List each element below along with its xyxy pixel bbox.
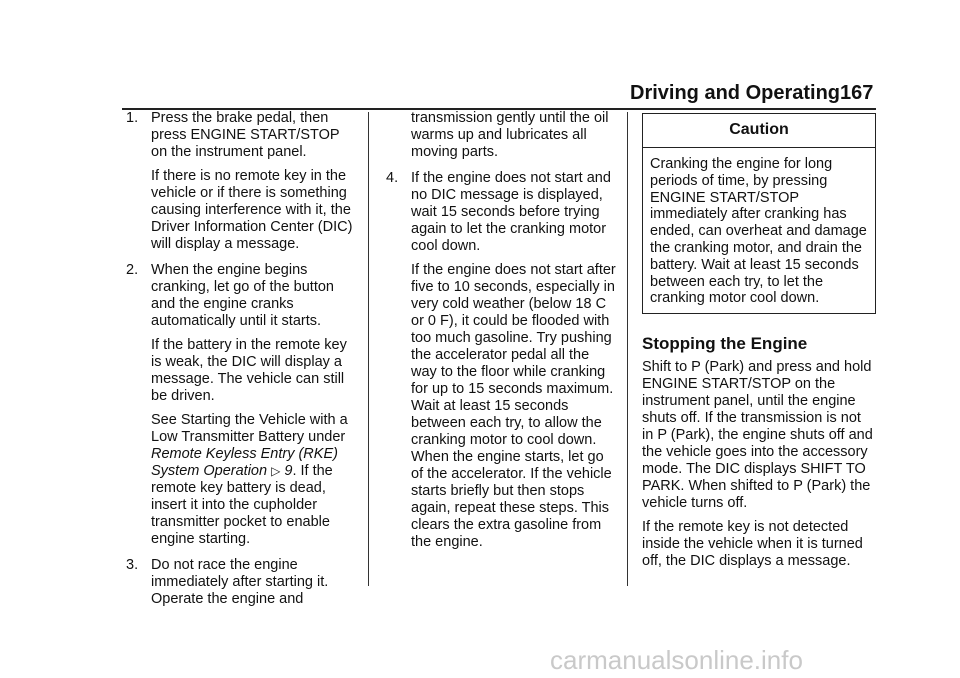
column-divider	[627, 112, 628, 586]
step-text: If there is no remote key in the vehicle or if there is something causing interference with it, the Driver Information Center (DIC) will display a message.	[151, 168, 353, 252]
step-number: 2.	[126, 262, 139, 278]
step-text: . If the remote key battery is dead, insert it into the cupholder transmitter pocket to enable engine starting.	[151, 463, 333, 547]
caution-box	[642, 113, 876, 314]
caution-text: Cranking the engine for long periods of time, by pressing ENGINE START/STOP immediately after cranking has ended, can overheat and damage the cranking motor, and drain the battery. Wait at least 15 seconds between each try, to let the cranking motor cool down.	[650, 156, 867, 307]
step-3	[126, 557, 358, 608]
column-left	[126, 110, 358, 617]
column-right	[642, 110, 876, 577]
step-number: 4.	[386, 170, 399, 186]
step-number: 1.	[126, 110, 139, 126]
page-header	[0, 80, 960, 110]
body-paragraph: Shift to P (Park) and press and hold ENGINE START/STOP on the instrument panel, until the engine shuts off. If the transmission is not in P (Park), the engine shuts off and the vehicle goes into the accessory mode. The DIC displays SHIFT TO PARK. When shifted to P (Park) the vehicle turns off.	[642, 359, 873, 512]
section-heading: Stopping the Engine	[642, 334, 808, 354]
cross-reference-link[interactable]: Remote Keyless Entry (RKE) System Operation	[151, 446, 338, 479]
page-number: 167	[840, 82, 874, 104]
step-text: Do not race the engine immediately after starting it. Operate the engine and	[151, 557, 329, 607]
step-text: If the engine does not start after five to 10 seconds, especially in very cold weather (below 18 C or 0 F), it could be flooded with too much gasoline. Try pushing the accelerator pedal all the way to the floor while cranking for up to 15 seconds maximum. Wait at least 15 seconds between each try, to allow the cranking motor to cool down. When the engine starts, let go of the accelerator. If the vehicle starts briefly but then stops again, repeat these steps. This clears the extra gasoline from the engine.	[411, 262, 616, 550]
step-2	[126, 262, 358, 548]
body-paragraph: If the remote key is not detected inside the vehicle when it is turned off, the DIC displays a message.	[642, 519, 863, 570]
step-3-continued	[386, 110, 616, 161]
step-text-with-reference	[151, 412, 358, 548]
step-text: See Starting the Vehicle with a Low Transmitter Battery under	[151, 412, 348, 445]
section-title: Driving and Operating	[630, 82, 841, 104]
cross-reference-page[interactable]: 9	[284, 463, 293, 479]
caution-title: Caution	[643, 114, 875, 148]
column-divider	[368, 112, 369, 586]
step-4	[386, 170, 616, 551]
step-text: transmission gently until the oil warms up and lubricates all moving parts.	[411, 110, 609, 160]
step-text: Press the brake pedal, then press ENGINE START/STOP on the instrument panel.	[151, 110, 340, 160]
column-middle	[386, 110, 616, 560]
step-text: If the battery in the remote key is weak, the DIC will display a message. The vehicle can still be driven.	[151, 337, 347, 404]
step-number: 3.	[126, 557, 139, 573]
step-text: When the engine begins cranking, let go of the button and the engine cranks automatically until it starts.	[151, 262, 334, 329]
watermark: carmanualsonline.info	[550, 645, 803, 675]
step-1	[126, 110, 358, 253]
step-text: If the engine does not start and no DIC message is displayed, wait 15 seconds before trying again to let the cranking motor cool down.	[411, 170, 611, 254]
page-reference-arrow-icon: ▷	[271, 464, 281, 478]
